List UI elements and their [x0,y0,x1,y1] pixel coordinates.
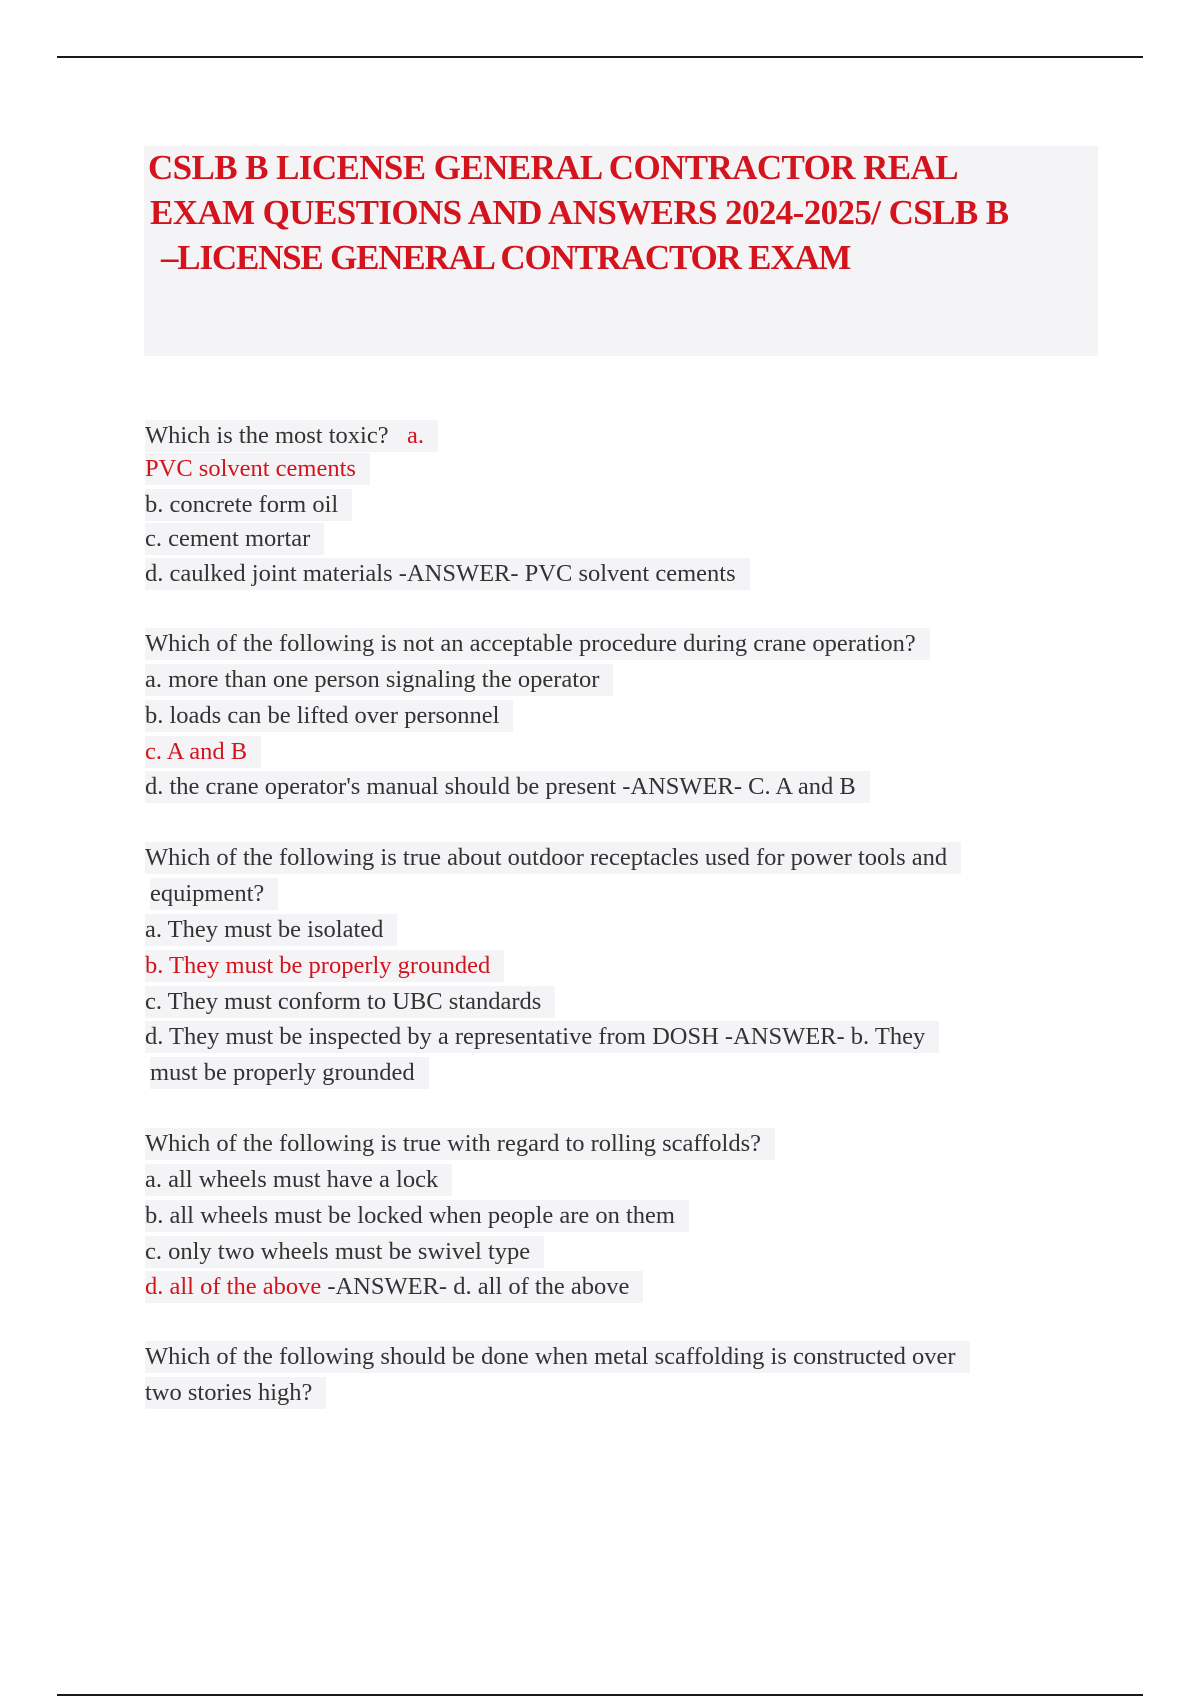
question-4: Which of the following is true with regard to rolling scaffolds? [145,1128,775,1160]
q3-option-b-correct: b. They must be properly grounded [145,950,504,982]
q2-option-a: a. more than one person signaling the operator [145,664,613,696]
q2-option-d-answer: d. the crane operator's manual should be present -ANSWER- C. A and B [145,771,870,803]
title-line-1: CSLB B LICENSE GENERAL CONTRACTOR REAL [148,148,958,187]
question-3-line-2: equipment? [150,878,278,910]
q4-option-b: b. all wheels must be locked when people are on them [145,1200,689,1232]
question-5-line-2: two stories high? [145,1377,326,1409]
top-rule [57,56,1143,58]
title-line-2: EXAM QUESTIONS AND ANSWERS 2024-2025/ CSLB B [150,193,1009,232]
q1-option-a-correct: PVC solvent cements [145,453,370,485]
question-2: Which of the following is not an acceptable procedure during crane operation? [145,628,930,660]
bottom-rule [57,1694,1143,1696]
question-5-line-1: Which of the following should be done when metal scaffolding is constructed over [145,1341,970,1373]
title-line-3: –LICENSE GENERAL CONTRACTOR EXAM [161,238,851,277]
q4-option-a: a. all wheels must have a lock [145,1164,452,1196]
q4-option-d-answer [145,1271,643,1303]
question-1-answer-prefix: a. [406,422,424,449]
q3-option-c: c. They must conform to UBC standards [145,986,555,1018]
q3-answer-continued: must be properly grounded [150,1057,429,1089]
q2-option-b: b. loads can be lifted over personnel [145,700,513,732]
q2-option-c-correct: c. A and B [145,736,261,768]
q4-option-c: c. only two wheels must be swivel type [145,1236,544,1268]
question-3-line-1: Which of the following is true about outdoor receptacles used for power tools and [145,842,961,874]
q1-option-c: c. cement mortar [145,523,324,555]
question-1 [145,420,438,452]
q4-option-d-correct: d. all of the above [145,1273,322,1300]
q3-option-d-answer: d. They must be inspected by a representative from DOSH -ANSWER- b. They [145,1021,939,1053]
q3-option-a: a. They must be isolated [145,914,397,946]
question-1-text: Which is the most toxic? [145,422,389,449]
q4-answer-text: -ANSWER- d. all of the above [321,1273,630,1300]
q1-option-d-answer: d. caulked joint materials -ANSWER- PVC solvent cements [145,558,750,590]
q1-option-b: b. concrete form oil [145,489,352,521]
